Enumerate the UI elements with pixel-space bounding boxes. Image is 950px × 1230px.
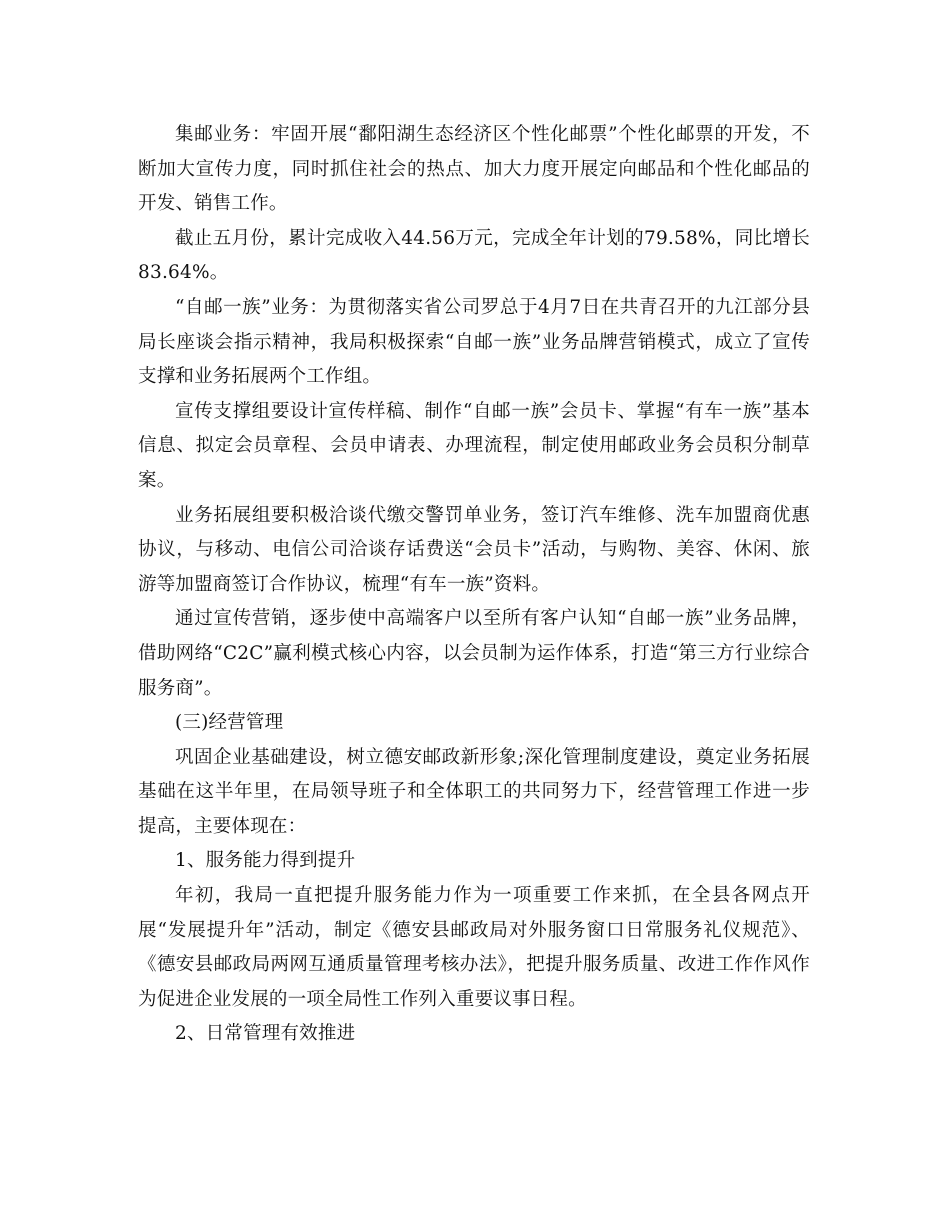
paragraph-operations-intro: 巩固企业基础建设，树立德安邮政新形象;深化管理制度建设，奠定业务拓展基础在这半年里，在局领导班子和全体职工的共同努力下，经营管理工作进一步提高，主要体现在： [138,746,810,837]
section-heading-operations: (三)经营管理 [175,712,284,734]
paragraph-service-capability: 年初，我局一直把提升服务能力作为一项重要工作来抓，在全县各网点开展“发展提升年”活动，制定《德安县邮政局对外服务窗口日常服务礼仪规范》、《德安县邮政局两网互通质量管理考核办法》，把提升服务质量、改进工作作风作为促进企业发展的一项全局性工作列入重要议事日程。 [138,885,810,1010]
paragraph-marketing: 通过宣传营销，逐步使中高端客户以至所有客户认知“自邮一族”业务品牌，借助网络“C2C”赢利模式核心内容，以会员制为运作体系，打造“第三方行业综合服务商”。 [138,608,810,699]
subheading-daily-management: 2、日常管理有效推进 [175,1023,356,1045]
paragraph-philately: 集邮业务：牢固开展“鄱阳湖生态经济区个性化邮票”个性化邮票的开发，不断加大宣传力度，同时抓住社会的热点、加大力度开展定向邮品和个性化邮品的开发、销售工作。 [138,124,810,215]
document-body [138,118,810,1052]
paragraph-revenue: 截止五月份，累计完成收入44.56万元，完成全年计划的79.58%，同比增长83.64%。 [138,227,810,284]
paragraph-publicity-group: 宣传支撑组要设计宣传样稿、制作“自邮一族”会员卡、掌握“有车一族”基本信息、拟定会员章程、会员申请表、办理流程，制定使用邮政业务会员积分制草案。 [138,400,810,491]
paragraph-business-expansion-group: 业务拓展组要积极洽谈代缴交警罚单业务，签订汽车维修、洗车加盟商优惠协议，与移动、电信公司洽谈存话费送“会员卡”活动，与购物、美容、休闲、旅游等加盟商签订合作协议，梳理“有车一族”资料。 [138,504,810,595]
paragraph-self-postal-family: “自邮一族”业务：为贯彻落实省公司罗总于4月7日在共青召开的九江部分县局长座谈会指示精神，我局积极探索“自邮一族”业务品牌营销模式，成立了宣传支撑和业务拓展两个工作组。 [138,296,810,388]
subheading-service-capability: 1、服务能力得到提升 [175,850,356,872]
